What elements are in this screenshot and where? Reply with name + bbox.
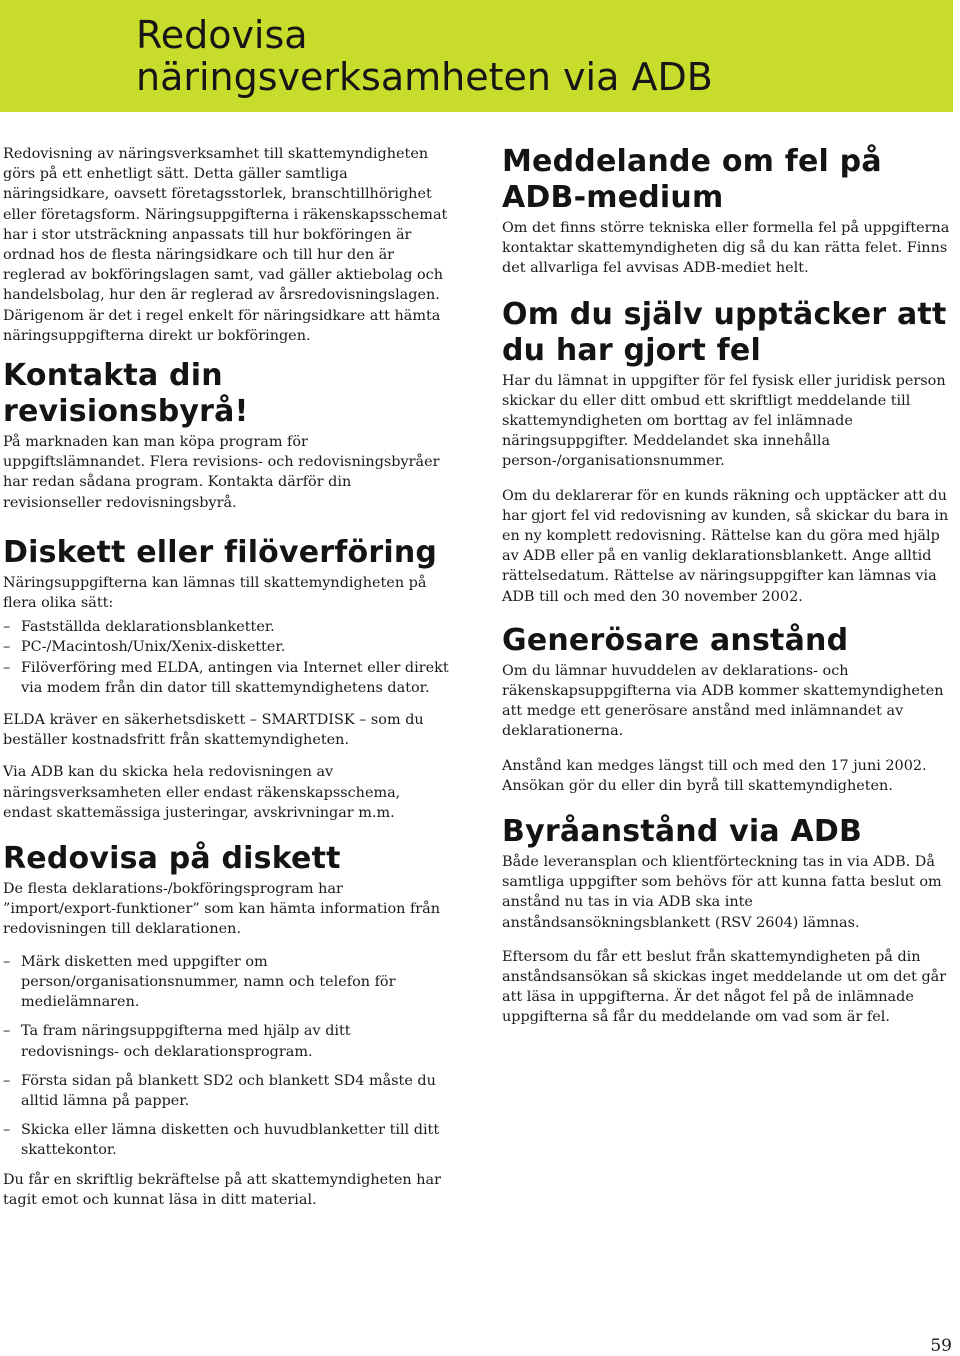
page-title (136, 14, 953, 98)
diskett-intro: Näringsuppgifterna kan lämnas till skattemyndigheten på flera olika sätt: (3, 574, 427, 612)
upptacker-paragraph-1: Har du lämnat in uppgifter för fel fysisk eller juridisk person skickar du eller ditt ombud ett skriftligt meddelande till skattemyndigheten om borttag av fel inlämnade näringsuppgifter. Meddelandet ska innehålla person-/organisationsnummer. (502, 372, 946, 470)
page-number: 59 (930, 1336, 952, 1356)
kontakta-heading: Kontakta din revisionsbyrå! (3, 358, 249, 430)
byra-paragraph-2: Eftersom du får ett beslut från skattemyndigheten på din anståndsansökan så skickas inget meddelande ut om det går att läsa in uppgifterna. Är det något fel på de inlämnade uppgifterna så får du meddelande om vad som är fel. (502, 948, 947, 1026)
via-adb-paragraph: Via ADB kan du skicka hela redovisningen av näringsverksamheten eller endast räkenskapsschema, endast skattemässiga justeringar, avskrivningar m.m. (3, 764, 401, 821)
redovisa-heading: Redovisa på diskett (3, 841, 341, 877)
generosare-paragraph-1: Om du lämnar huvuddelen av deklarations- och räkenskapsuppgifterna via ADB kommer skattemyndigheten att medge ett generösare anstånd med inlämnandet av deklarationerna. (502, 662, 944, 740)
diskett-heading: Diskett eller filöverföring (3, 534, 438, 570)
generosare-paragraph-2: Anstånd kan medges längst till och med den 17 juni 2002. Ansökan gör du eller din byrå till skattemyndigheten. (502, 757, 927, 794)
list-item: – Märk disketten med uppgifter om person/organisationsnummer, namn och telefon för medielämnaren. (3, 952, 450, 1013)
diskett-list (3, 617, 450, 698)
upptacker-paragraph-2: Om du deklarerar för en kunds räkning och upptäcker att du har gjort fel vid redovisning av kunden, så skickar du bara in en ny komplett redovisning. Rättelse kan du göra med hjälp av ADB eller på en vanlig deklarationsblankett. Ange alltid rättelsedatum. Rättelse av näringsuppgifter kan lämnas via ADB till och med den 30 november 2002. (502, 487, 949, 605)
generosare-heading: Generösare anstånd (502, 622, 849, 658)
kontakta-paragraph: På marknaden kan man köpa program för uppgiftslämnandet. Flera revisions- och redovisningsbyråer har redan sådana program. Kontakta därför din revisionseller redovisningsbyrå. (3, 434, 440, 511)
list-item: – PC-/Macintosh/Unix/Xenix-disketter. (3, 637, 450, 657)
left-column (3, 144, 450, 1222)
list-item: – Ta fram näringsuppgifterna med hjälp av ditt redovisnings- och deklarationsprogram. (3, 1021, 450, 1061)
right-column (502, 144, 952, 1040)
list-item: – Fastställda deklarationsblanketter. (3, 617, 450, 637)
byra-heading: Byråanstånd via ADB (502, 814, 863, 850)
list-item: – Filöverföring med ELDA, antingen via Internet eller direkt via modem från din dator till skattemyndighetens dator. (3, 658, 450, 698)
intro-paragraph: Redovisning av näringsverksamhet till skattemyndigheten görs på ett enhetligt sätt. Detta gäller samtliga näringsidkare, oavsett företagsstorlek, branschtillhörighet eller företagsform. Näringsuppgifterna i räkenskapsschemat har i stor utsträckning anpassats till hur bokföringen är ordnad hos de flesta näringsidkare och till hur den är reglerad av bokföringslagen samt, vad gäller aktiebolag och handelsbolag, hur den är reglerad av årsredovisningslagen. Därigenom är det i regel enkelt för näringsidkare att hämta näringsuppgifterna direkt ur bokföringen. (3, 146, 448, 344)
page-title-line-1: Redovisa (136, 13, 308, 57)
title-banner (0, 0, 953, 112)
elda-paragraph: ELDA kräver en säkerhetsdiskett – SMARTDISK – som du beställer kostnadsfritt från skattemyndigheten. (3, 712, 424, 749)
list-item: – Skicka eller lämna disketten och huvudblanketter till ditt skattekontor. (3, 1120, 450, 1160)
byra-paragraph-1: Både leveransplan och klientförteckning tas in via ADB. Då samtliga uppgifter som behövs för att kunna fatta beslut om anstånd nu tas in via ADB ska inte anståndsansökningsblankett (RSV 2604) lämnas. (502, 854, 942, 931)
list-item: – Första sidan på blankett SD2 och blankett SD4 måste du alltid lämna på papper. (3, 1071, 450, 1111)
meddelande-paragraph: Om det finns större tekniska eller formella fel på uppgifterna kontaktar skattemyndigheten dig så du kan rätta felet. Finns det allvarliga fel avvisas ADB-mediet helt. (502, 220, 950, 277)
meddelande-heading: Meddelande om fel på ADB-medium (502, 144, 882, 215)
upptacker-heading: Om du själv upptäcker att du har gjort fel (502, 296, 947, 368)
redovisa-outro: Du får en skriftlig bekräftelse på att skattemyndigheten har tagit emot och kunnat läsa in ditt material. (3, 1171, 441, 1208)
redovisa-intro: De flesta deklarations-/bokföringsprogram har ”import/export-funktioner” som kan hämta information från redovisningen till deklarationen. (3, 881, 441, 938)
redovisa-list (3, 952, 450, 1161)
page-title-line-2: näringsverksamheten via ADB (136, 55, 713, 99)
